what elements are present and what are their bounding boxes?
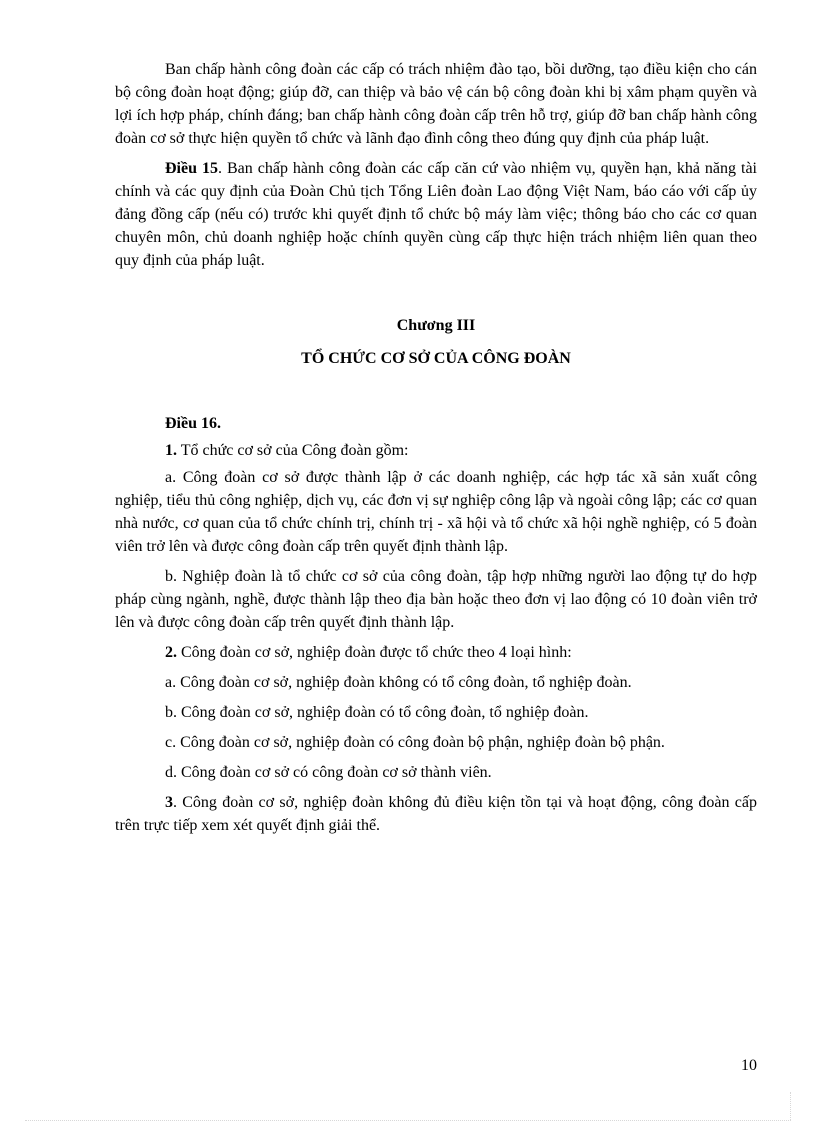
clause-3-number: 3	[165, 794, 173, 811]
article-15-label: Điều 15	[165, 160, 218, 177]
document-page	[115, 58, 757, 844]
article-15-text: . Ban chấp hành công đoàn các cấp căn cứ vào nhiệm vụ, quyền hạn, khả năng tài chính và các quy định của Đoàn Chủ tịch Tổng Liên đoàn Lao động Việt Nam, báo cáo với cấp ủy đảng đồng cấp (nếu có) trước khi quyết định tổ chức bộ máy làm việc; thông báo cho các cơ quan chuyên môn, chủ doanh nghiệp hoặc chính quyền cùng cấp thực hiện trách nhiệm liên quan theo quy định của pháp luật.	[115, 160, 758, 269]
clause-1-number: 1.	[165, 442, 177, 459]
clause-3	[115, 791, 757, 837]
clause-2-text: Công đoàn cơ sở, nghiệp đoàn được tổ chức theo 4 loại hình:	[177, 644, 572, 661]
clause-1	[115, 439, 757, 462]
clause-2c: c. Công đoàn cơ sở, nghiệp đoàn có công đoàn bộ phận, nghiệp đoàn bộ phận.	[165, 734, 665, 751]
clause-3-text: . Công đoàn cơ sở, nghiệp đoàn không đủ điều kiện tồn tại và hoạt động, công đoàn cấp trên trực tiếp xem xét quyết định giải thể.	[115, 794, 757, 834]
clause-2a: a. Công đoàn cơ sở, nghiệp đoàn không có tổ công đoàn, tổ nghiệp đoàn.	[165, 674, 632, 691]
chapter-title: TỔ CHỨC CƠ SỞ CỦA CÔNG ĐOÀN	[301, 350, 571, 367]
clause-1b: b. Nghiệp đoàn là tổ chức cơ sở của công đoàn, tập hợp những người lao động tự do hợp pháp cùng ngành, nghề, được thành lập theo địa bàn hoặc theo đơn vị lao động có 10 đoàn viên trở lên và được công đoàn cấp trên quyết định thành lập.	[115, 568, 757, 631]
clause-1a: a. Công đoàn cơ sở được thành lập ở các doanh nghiệp, các hợp tác xã sản xuất công nghiệp, tiểu thủ công nghiệp, dịch vụ, các đơn vị sự nghiệp công lập và ngoài công lập; các cơ quan nhà nước, cơ quan của tổ chức chính trị, chính trị - xã hội và tổ chức xã hội nghề nghiệp, có 5 đoàn viên trở lên và được công đoàn cấp trên quyết định thành lập.	[115, 469, 757, 555]
clause-2	[115, 641, 757, 664]
article-15	[115, 157, 757, 272]
page-bottom-border	[25, 1120, 791, 1121]
clause-1-text: Tổ chức cơ sở của Công đoàn gồm:	[177, 442, 409, 459]
chapter-number: Chương III	[396, 317, 476, 334]
chapter-heading	[115, 314, 757, 370]
page-right-border	[790, 1092, 791, 1120]
clause-2-number: 2.	[165, 644, 177, 661]
article-16-heading	[115, 412, 757, 435]
clause-2b: b. Công đoàn cơ sở, nghiệp đoàn có tổ công đoàn, tổ nghiệp đoàn.	[165, 704, 589, 721]
page-number: 10	[741, 1057, 757, 1074]
clause-2d: d. Công đoàn cơ sở có công đoàn cơ sở thành viên.	[165, 764, 492, 781]
paragraph-responsibility: Ban chấp hành công đoàn các cấp có trách nhiệm đào tạo, bồi dưỡng, tạo điều kiện cho cán bộ công đoàn hoạt động; giúp đỡ, can thiệp và bảo vệ cán bộ công đoàn khi bị xâm phạm quyền và lợi ích hợp pháp, chính đáng; ban chấp hành công đoàn cấp trên hỗ trợ, giúp đỡ ban chấp hành công đoàn cơ sở thực hiện quyền tổ chức và lãnh đạo đình công theo đúng quy định của pháp luật.	[115, 61, 757, 147]
article-16-label: Điều 16.	[165, 415, 221, 432]
